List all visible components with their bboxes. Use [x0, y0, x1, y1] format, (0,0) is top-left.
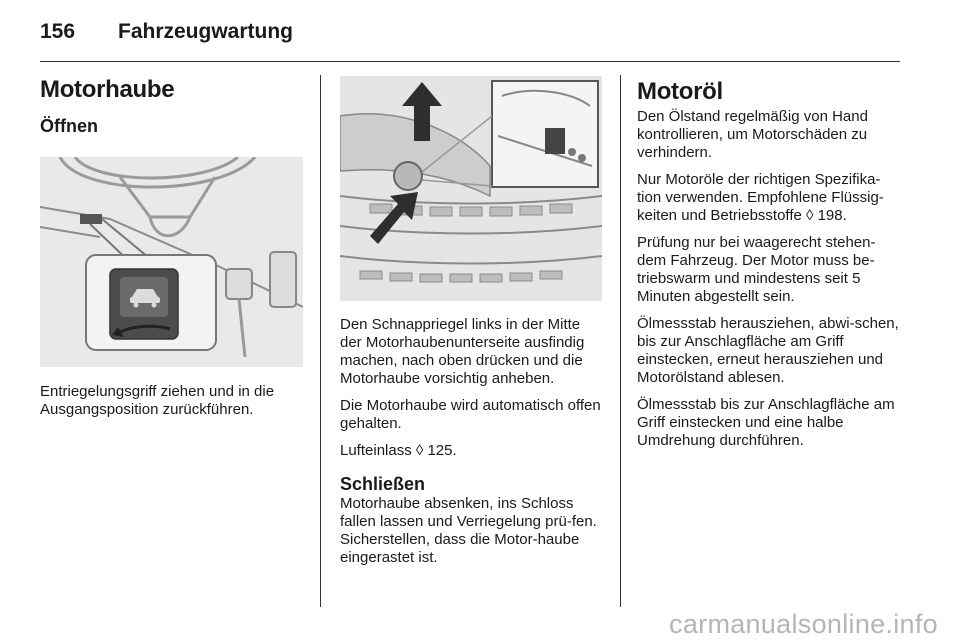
section-heading-hood: Motorhaube: [40, 76, 175, 103]
subheading-close: Schließen: [340, 474, 426, 494]
paragraph-air-intake-ref: Lufteinlass ◊ 125.: [340, 442, 457, 459]
column-divider-2: [620, 75, 621, 607]
hood-latch-illustration: [340, 76, 602, 301]
paragraph-oil-spec: Nur Motoröle der richtigen Spezifika-tion verwenden. Empfohlene Flüssig-keiten und Betriebsstoffe ◊ 198.: [637, 171, 884, 224]
paragraph-level-vehicle: Prüfung nur bei waagerecht stehen-dem Fahrzeug. Der Motor muss be-triebswarm und mindestens seit 5 Minuten abgestellt sein.: [637, 234, 876, 305]
hood-release-illustration: [40, 157, 303, 367]
paragraph-find-latch: Den Schnappriegel links in der Mitte der Motorhaubenunterseite ausfindig machen, nach oben drücken und die Motorhaube vorsichtig anheben.: [340, 316, 585, 387]
paragraph-dipstick-read: Ölmessstab herausziehen, abwi-schen, bis zur Anschlagfläche am Griff einstecken, erneut herausziehen und Motorölstand ablesen.: [637, 315, 899, 386]
chapter-title: Fahrzeugwartung: [118, 20, 294, 43]
page-number: 156: [40, 20, 76, 43]
column-divider-1: [320, 75, 321, 607]
paragraph-check-oil: Den Ölstand regelmäßig von Hand kontrollieren, um Motorschäden zu verhindern.: [637, 108, 868, 161]
paragraph-dipstick-insert: Ölmessstab bis zur Anschlagfläche am Griff einstecken und eine halbe Umdrehung durchführen.: [637, 396, 895, 449]
column-hood-latch: [340, 62, 602, 576]
subheading-open: Öffnen: [40, 116, 98, 136]
page-header: [40, 18, 900, 48]
paragraph-auto-hold: Die Motorhaube wird automatisch offen gehalten.: [340, 397, 601, 432]
watermark: carmanualsonline.info: [669, 609, 938, 639]
paragraph-pull-lever: Entriegelungsgriff ziehen und in die Ausgangsposition zurückführen.: [40, 383, 275, 418]
section-heading-oil: Motoröl: [637, 78, 723, 105]
column-engine-oil: [637, 62, 902, 459]
column-hood-open: [40, 62, 305, 428]
paragraph-close-hood: Motorhaube absenken, ins Schloss fallen lassen und Verriegelung prü-fen. Sicherstellen, dass die Motor-haube eingerastet ist.: [340, 495, 597, 566]
